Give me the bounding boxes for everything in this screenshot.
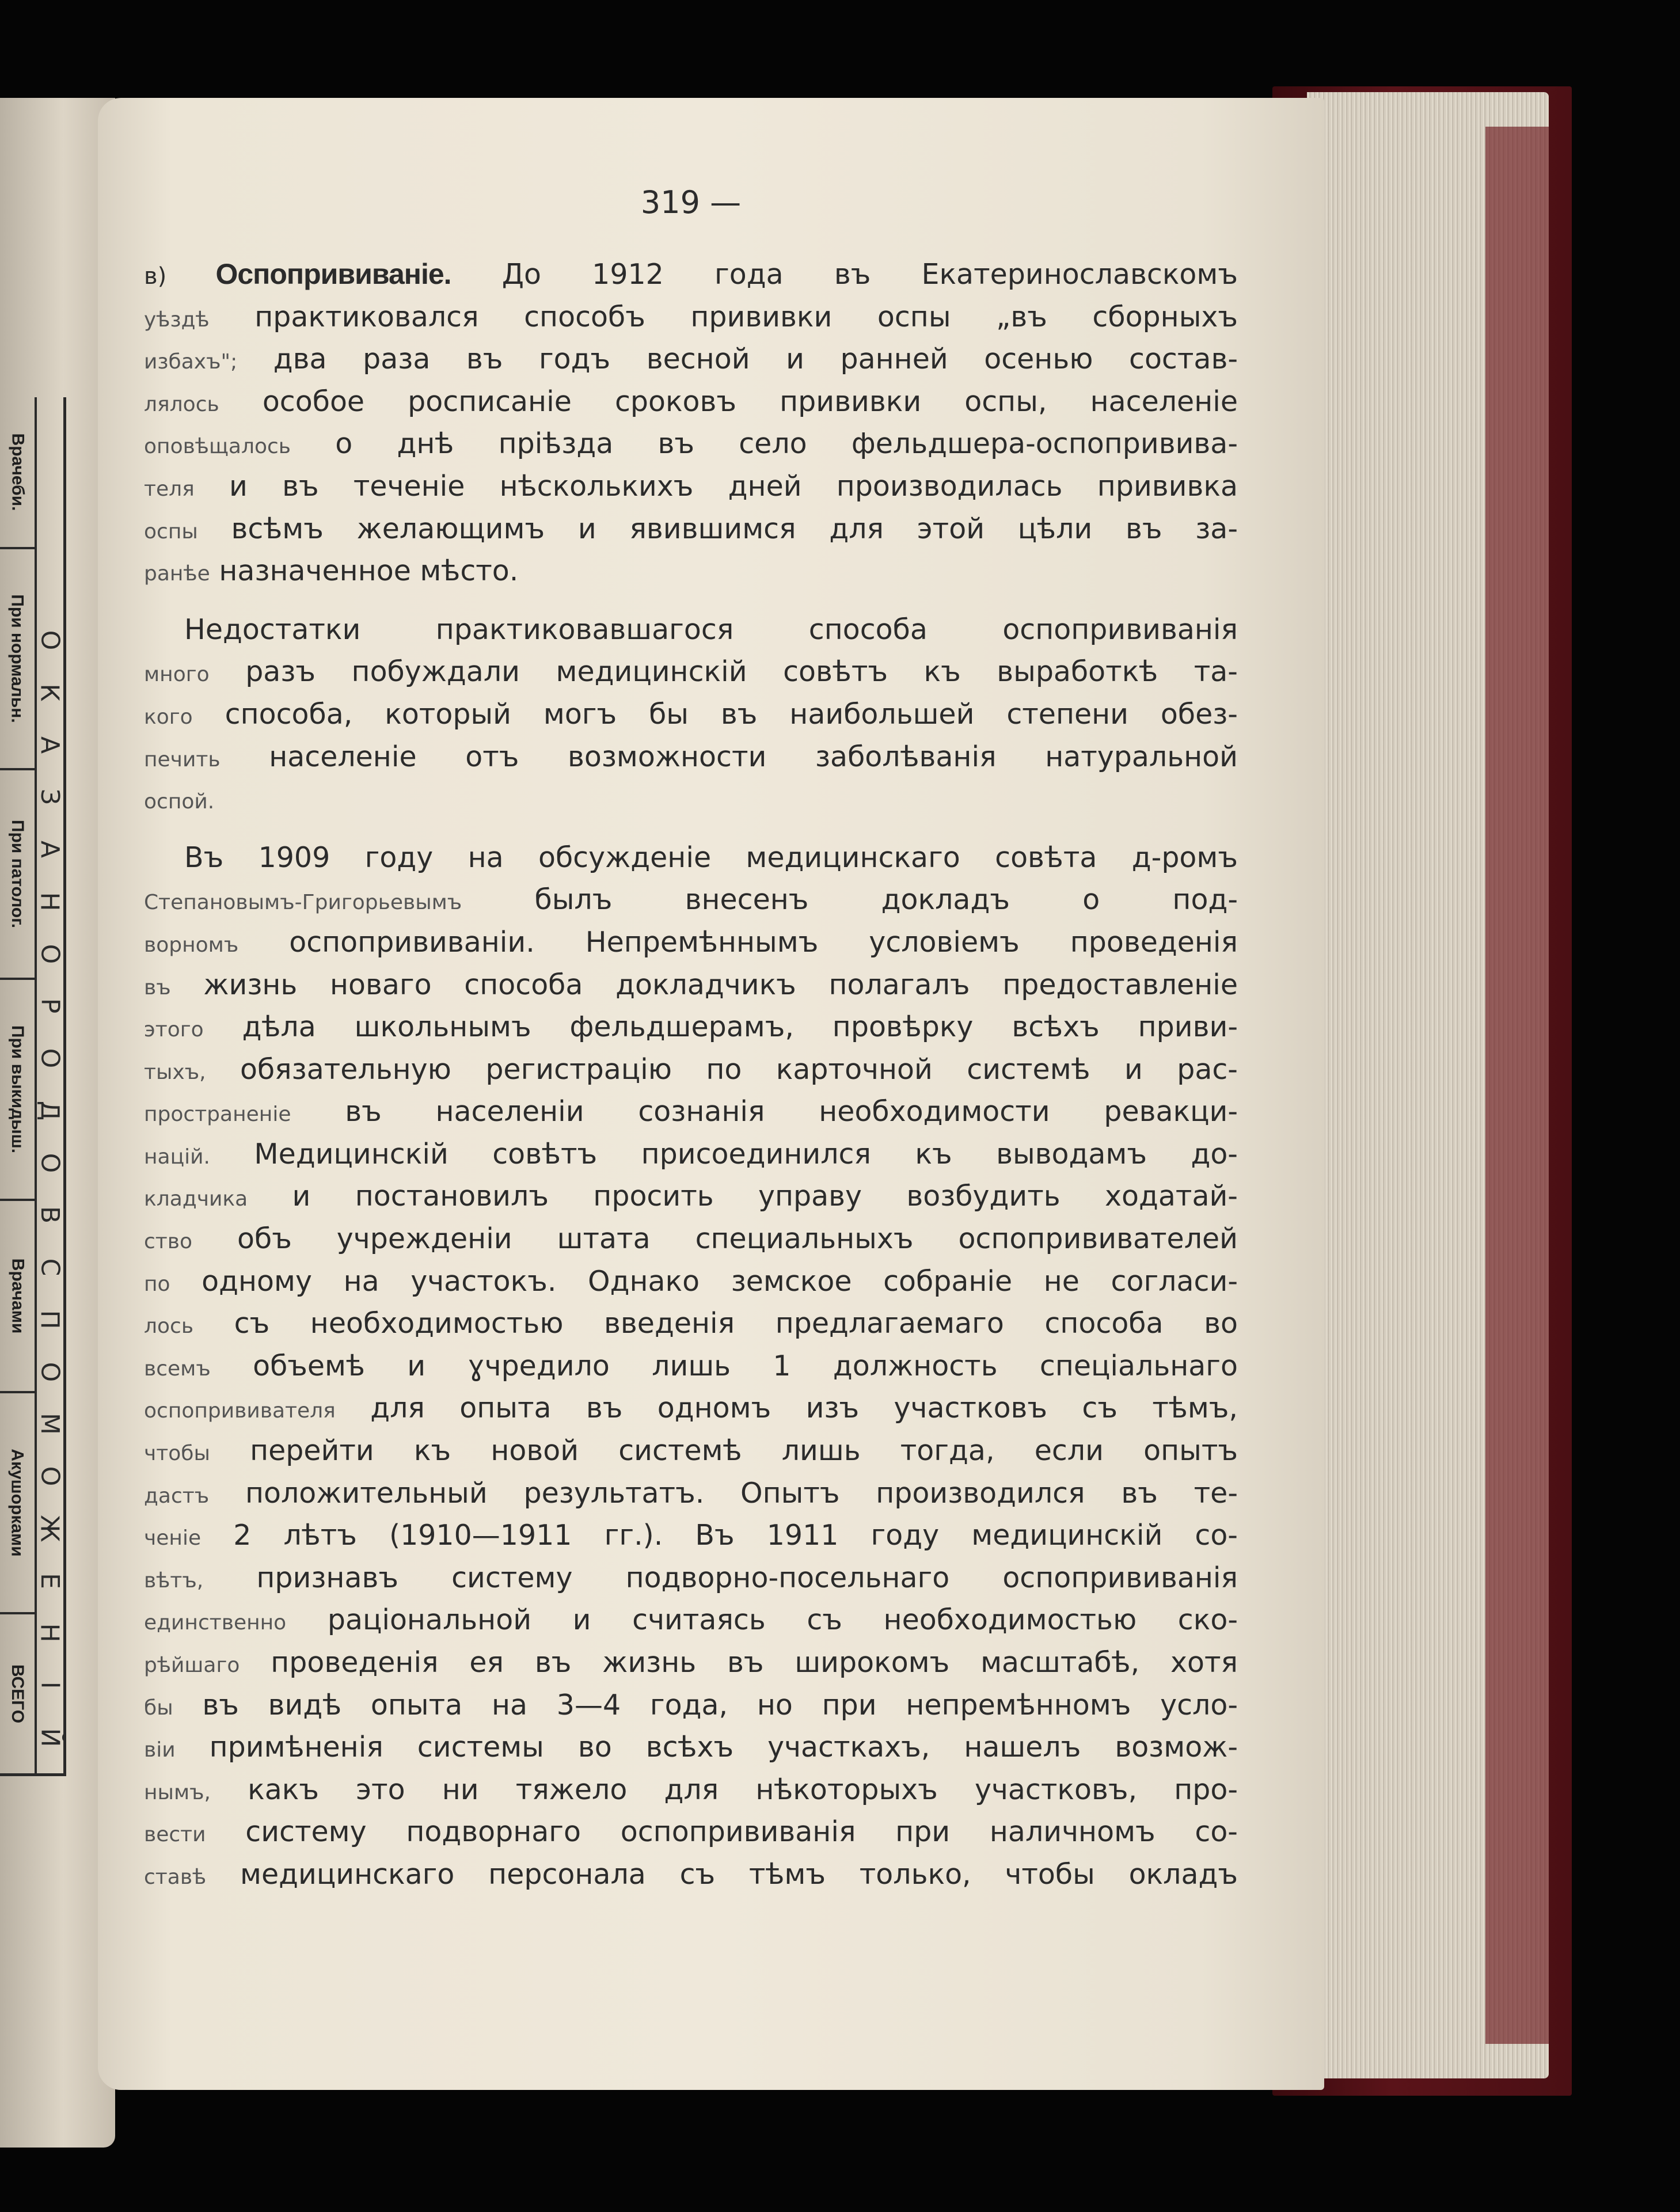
line-text: населеніе отъ возможности заболѣванія натуральной [269, 740, 1238, 773]
text-line [144, 1302, 1238, 1345]
line-start-word: ство [144, 1230, 193, 1254]
text-line [144, 1006, 1238, 1048]
line-text: раціональной и считаясь съ необходимостью ско- [327, 1603, 1238, 1637]
line-text: жизнь новаго способа докладчикъ полагалъ предоставленіе [203, 968, 1238, 1001]
spine-letter: М [35, 1413, 64, 1435]
spine-letter: А [35, 840, 64, 858]
text-line [144, 253, 1238, 296]
line-text: въ видѣ опыта на 3—4 года, но при непремѣнномъ усло- [202, 1688, 1238, 1721]
line-start-word: націй. [144, 1145, 210, 1169]
line-text: какъ это ни тяжело для нѣкоторыхъ участковъ, про- [248, 1773, 1238, 1806]
line-start-word: чтобы [144, 1442, 210, 1466]
left-column-header: При патолог. [0, 770, 35, 980]
line-start-word: ченіе [144, 1526, 202, 1550]
line-text: и постановилъ просить управу возбудить ходатай- [292, 1180, 1238, 1213]
line-start-word: теля [144, 477, 195, 501]
line-text: особое росписаніе сроковъ прививки оспы, населеніе [262, 385, 1238, 418]
line-text: перейти къ новой системѣ лишь тогда, если опытъ [250, 1434, 1238, 1468]
line-text: способа, который могъ бы въ наибольшей степени обез- [225, 697, 1238, 731]
line-text: объемѣ и ɣчредило лишь 1 должность спеціальнаго [253, 1349, 1238, 1382]
spine-letter: О [35, 1153, 64, 1173]
line-start-word: много [144, 663, 210, 687]
line-text: назначенное мѣсто. [219, 554, 519, 588]
line-start-word: всемъ [144, 1356, 211, 1381]
line-text: Недостатки практиковавшагося способа оспопрививанія [184, 613, 1238, 646]
text-line [144, 1218, 1238, 1260]
line-start-word: оспы [144, 519, 198, 544]
line-text: былъ внесенъ докладъ о под- [534, 883, 1238, 917]
text-line [144, 1133, 1238, 1176]
line-text: Въ 1909 году на обсужденіе медицинскаго совѣта д-ромъ [184, 841, 1238, 874]
line-start-word: по [144, 1272, 170, 1296]
line-text: Медицинскій совѣтъ присоединился къ выводамъ до- [254, 1137, 1238, 1170]
spine-letter: О [35, 944, 64, 964]
line-text: 2 лѣтъ (1910—1911 гг.). Въ 1911 году медицинскій со- [233, 1519, 1238, 1552]
line-text: для опыта въ одномъ изъ участковъ съ тѣмъ, [370, 1392, 1238, 1425]
line-text: о днѣ пріѣзда въ село фельдшера-оспопрививa- [335, 427, 1238, 461]
line-text: До 1912 года въ Екатеринославскомъ [501, 258, 1238, 291]
line-text: обязательную регистрацію по карточной системѣ и рас- [240, 1052, 1238, 1086]
text-line [144, 1853, 1238, 1896]
line-start-word: віи [144, 1738, 176, 1762]
spine-letter: І [35, 1681, 64, 1689]
spine-letter: Н [35, 892, 64, 911]
spine-letter: Д [35, 1100, 64, 1120]
text-line [144, 1090, 1238, 1133]
page-number: 319 — [640, 184, 742, 221]
line-text: и въ теченіе нѣсколькихъ дней производилась прививка [229, 469, 1238, 503]
text-line [144, 1048, 1238, 1091]
spine-letter: С [35, 1258, 64, 1276]
line-start-word: нымъ, [144, 1780, 211, 1804]
text-line [144, 1684, 1238, 1727]
paragraph-gap [144, 820, 1238, 837]
line-start-word: бы [144, 1696, 173, 1720]
text-line [144, 609, 1238, 651]
line-text: объ учрежденіи штата специальныхъ оспопрививателей [237, 1222, 1238, 1256]
text-line [144, 381, 1238, 423]
spine-letter: Р [35, 998, 64, 1014]
text-line [144, 1430, 1238, 1472]
spine-letter: О [35, 1048, 64, 1069]
section-title: Оспопрививаніе. [215, 258, 451, 290]
line-start-word: дастъ [144, 1484, 210, 1508]
text-line [144, 1345, 1238, 1388]
line-start-word: оспой. [144, 790, 215, 814]
line-start-word: вести [144, 1823, 206, 1847]
line-text: положительный результатъ. Опытъ производился въ те- [245, 1476, 1238, 1510]
text-line [144, 508, 1238, 550]
text-line [144, 1175, 1238, 1218]
line-text: дѣла школьнымъ фельдшерамъ, провѣрку всѣхъ приви- [242, 1010, 1238, 1044]
line-start-word: ставѣ [144, 1865, 207, 1889]
text-line [144, 1769, 1238, 1811]
spine-letter: О [35, 1362, 64, 1382]
text-line [144, 1387, 1238, 1430]
spine-letter: Ж [35, 1515, 64, 1542]
line-text: проведенія ея въ жизнь въ широкомъ масштабѣ, хотя [271, 1646, 1238, 1679]
text-line [144, 1811, 1238, 1853]
text-line [144, 921, 1238, 964]
left-page-vertical-title [36, 397, 63, 1773]
page-body-text [144, 253, 1238, 1896]
line-start-word: уѣздѣ [144, 307, 210, 332]
line-start-word: единственно [144, 1611, 287, 1635]
text-line [144, 1726, 1238, 1769]
text-line [144, 550, 1238, 592]
line-text: примѣненія системы во всѣхъ участкахъ, нашелъ возмож- [209, 1731, 1238, 1764]
line-start-word: оповѣщалось [144, 435, 291, 459]
spine-letter: Н [35, 1623, 64, 1643]
left-column-header: Врачеби. [0, 397, 35, 549]
line-start-word: въ [144, 975, 171, 999]
text-line [144, 423, 1238, 465]
text-line [144, 879, 1238, 921]
spine-letter: П [35, 1310, 64, 1329]
text-line [144, 1514, 1238, 1557]
text-line [144, 651, 1238, 693]
left-column-header: При выкидыш. [0, 980, 35, 1201]
left-column-header: Врачами [0, 1201, 35, 1393]
line-start-word: кладчика [144, 1187, 248, 1211]
section-label: в) [144, 263, 216, 290]
left-column-header: ВСЕГО [8, 1664, 27, 1724]
line-text: признавъ систему подворно-посельнаго оспопрививанія [256, 1561, 1238, 1594]
text-line [144, 1472, 1238, 1515]
line-text: одному на участокъ. Однако земское собраніе не согласи- [202, 1264, 1238, 1298]
line-start-word: тыхъ, [144, 1060, 206, 1084]
line-text: разъ побуждали медицинскій совѣтъ къ выработкѣ та- [245, 655, 1238, 689]
text-line [144, 736, 1238, 778]
left-column-header: Акушорками [0, 1393, 35, 1614]
line-start-word: этого [144, 1018, 204, 1042]
text-line [144, 338, 1238, 381]
line-text: оспопрививаніи. Непремѣннымъ условіемъ проведенія [289, 925, 1238, 959]
text-line [144, 296, 1238, 339]
left-column-header: При нормальн. [0, 549, 35, 770]
line-start-word: печить [144, 747, 221, 771]
line-start-word: рѣйшаго [144, 1654, 240, 1677]
line-start-word: лялось [144, 392, 219, 416]
spine-letter: В [35, 1206, 64, 1224]
spine-letter: А [35, 736, 64, 754]
line-text: систему подворнаго оспопрививанія при наличномъ со- [245, 1815, 1238, 1849]
line-start-word: избахъ"; [144, 350, 238, 374]
line-start-word: оспопрививателя [144, 1399, 336, 1423]
text-line [144, 1557, 1238, 1599]
line-start-word: кого [144, 705, 193, 729]
text-line [144, 837, 1238, 879]
line-start-word: пространеніе [144, 1103, 291, 1127]
line-start-word: ранѣе [144, 562, 210, 586]
line-start-word: лось [144, 1314, 194, 1339]
text-line [144, 465, 1238, 508]
line-start-word: ворномъ [144, 933, 239, 957]
text-line [144, 1260, 1238, 1303]
text-line [144, 778, 1238, 820]
spine-letter: К [35, 683, 64, 702]
line-text: въ населеніи сознанія необходимости ревакци- [345, 1095, 1238, 1128]
paragraph-gap [144, 592, 1238, 609]
book-page [98, 98, 1324, 2090]
line-text: два раза въ годъ весной и ранней осенью состав- [273, 343, 1238, 376]
line-text: медицинскаго персонала съ тѣмъ только, чтобы окладъ [240, 1857, 1238, 1891]
spine-letter: О [35, 630, 64, 651]
spine-letter: О [35, 1466, 64, 1487]
page-edges [1307, 92, 1549, 2078]
line-start-word: вѣтъ, [144, 1568, 204, 1593]
line-text: всѣмъ желающимъ и явившимся для этой цѣли въ за- [231, 512, 1238, 545]
spine-letter: Е [35, 1572, 64, 1589]
text-line [144, 1641, 1238, 1684]
left-page-table [0, 397, 66, 1776]
line-start-word: Степановымъ-Григорьевымъ [144, 891, 462, 915]
spine-letter: Й [35, 1728, 64, 1747]
spine-letter: З [35, 789, 64, 805]
text-line [144, 693, 1238, 736]
text-line [144, 1599, 1238, 1641]
line-text: съ необходимостью введенія предлагаемаго способа во [234, 1307, 1238, 1340]
text-line [144, 964, 1238, 1006]
line-text: практиковался способъ прививки оспы „въ сборныхъ [254, 300, 1238, 333]
